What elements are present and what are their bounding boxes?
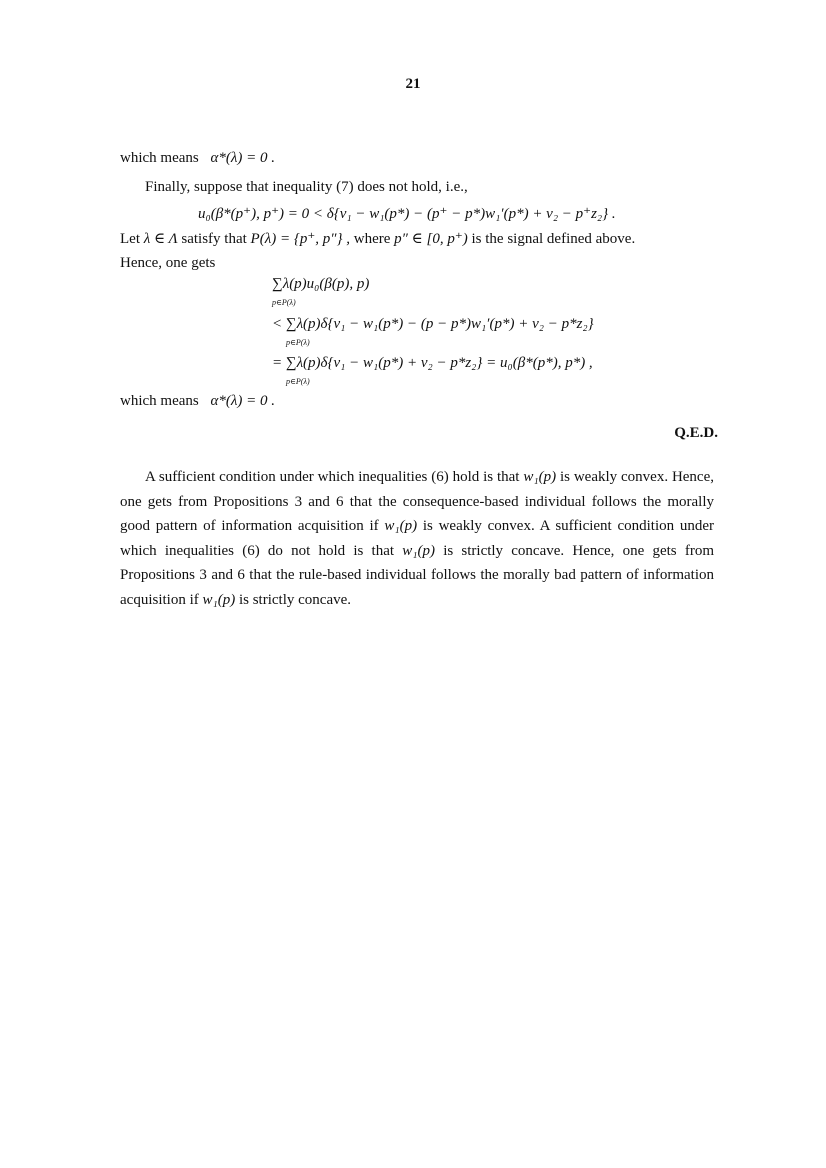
math-expression: w₁(p) <box>202 591 236 608</box>
summation-subscript: p∈P(λ) <box>286 338 310 347</box>
text: where <box>353 231 391 247</box>
summation-subscript: p∈P(λ) <box>286 377 310 386</box>
math-expression: w₁(p) <box>402 542 435 559</box>
text: which means <box>120 393 199 409</box>
proof-line-2: Finally, suppose that inequality (7) does not hold, i.e., <box>145 179 468 195</box>
math-expression: α*(λ) = 0 . <box>210 150 275 166</box>
text: Let <box>120 231 140 247</box>
equation-line-2: < ∑λ(p)δ{v₁ − w₁(p*) − (p − p*)w₁′(p*) + v₂ − p*z₂} <box>272 316 594 332</box>
text: is strictly concave. Hence, one gets from Propositions 3 and 6 that the rule-based individual follows the morally bad pattern of information acquisition if <box>120 542 714 608</box>
math-expression: w₁(p) <box>384 518 418 534</box>
equation-line-1: ∑λ(p)u₀(β(p), p) <box>272 276 370 292</box>
proof-line-9 <box>120 393 275 410</box>
text: which means <box>120 150 199 166</box>
equation-line-3: = ∑λ(p)δ{v₁ − w₁(p*) + v₂ − p*z₂} = u₀(β*(p*), p*) , <box>272 355 593 371</box>
math-expression: P(λ) = {p⁺, p″} , <box>250 231 350 247</box>
qed-marker: Q.E.D. <box>674 425 718 441</box>
inequality-7-negation: u₀(β*(p⁺), p⁺) = 0 < δ{v₁ − w₁(p*) − (p⁺ − p*)w₁′(p*) + v₂ − p⁺z₂} . <box>198 206 616 222</box>
text: is weakly convex. Hence, one gets from Propositions 3 and 6 that the consequence-based individual follows the morally good pattern of information acquisition if <box>120 469 715 534</box>
math-expression: λ ∈ Λ <box>143 231 178 247</box>
text: is strictly concave. <box>238 591 352 608</box>
summation-subscript: p∈P(λ) <box>272 298 296 307</box>
proof-line-4 <box>120 229 635 248</box>
proof-line-1 <box>120 150 275 167</box>
page-number: 21 <box>405 76 421 92</box>
math-expression: α*(λ) = 0 . <box>210 393 275 409</box>
math-expression: w₁(p) <box>523 469 557 485</box>
text: is the signal defined above. <box>471 231 636 247</box>
text: satisfy that <box>181 231 247 247</box>
math-expression: p″ ∈ [0, p⁺) <box>394 231 468 247</box>
text: is weakly convex. A sufficient condition under which inequalities (6) do not hold is that <box>120 518 715 559</box>
proof-line-5: Hence, one gets <box>120 255 216 271</box>
body-paragraph <box>120 465 714 612</box>
text: A sufficient condition under which inequalities (6) hold is that <box>145 469 520 485</box>
